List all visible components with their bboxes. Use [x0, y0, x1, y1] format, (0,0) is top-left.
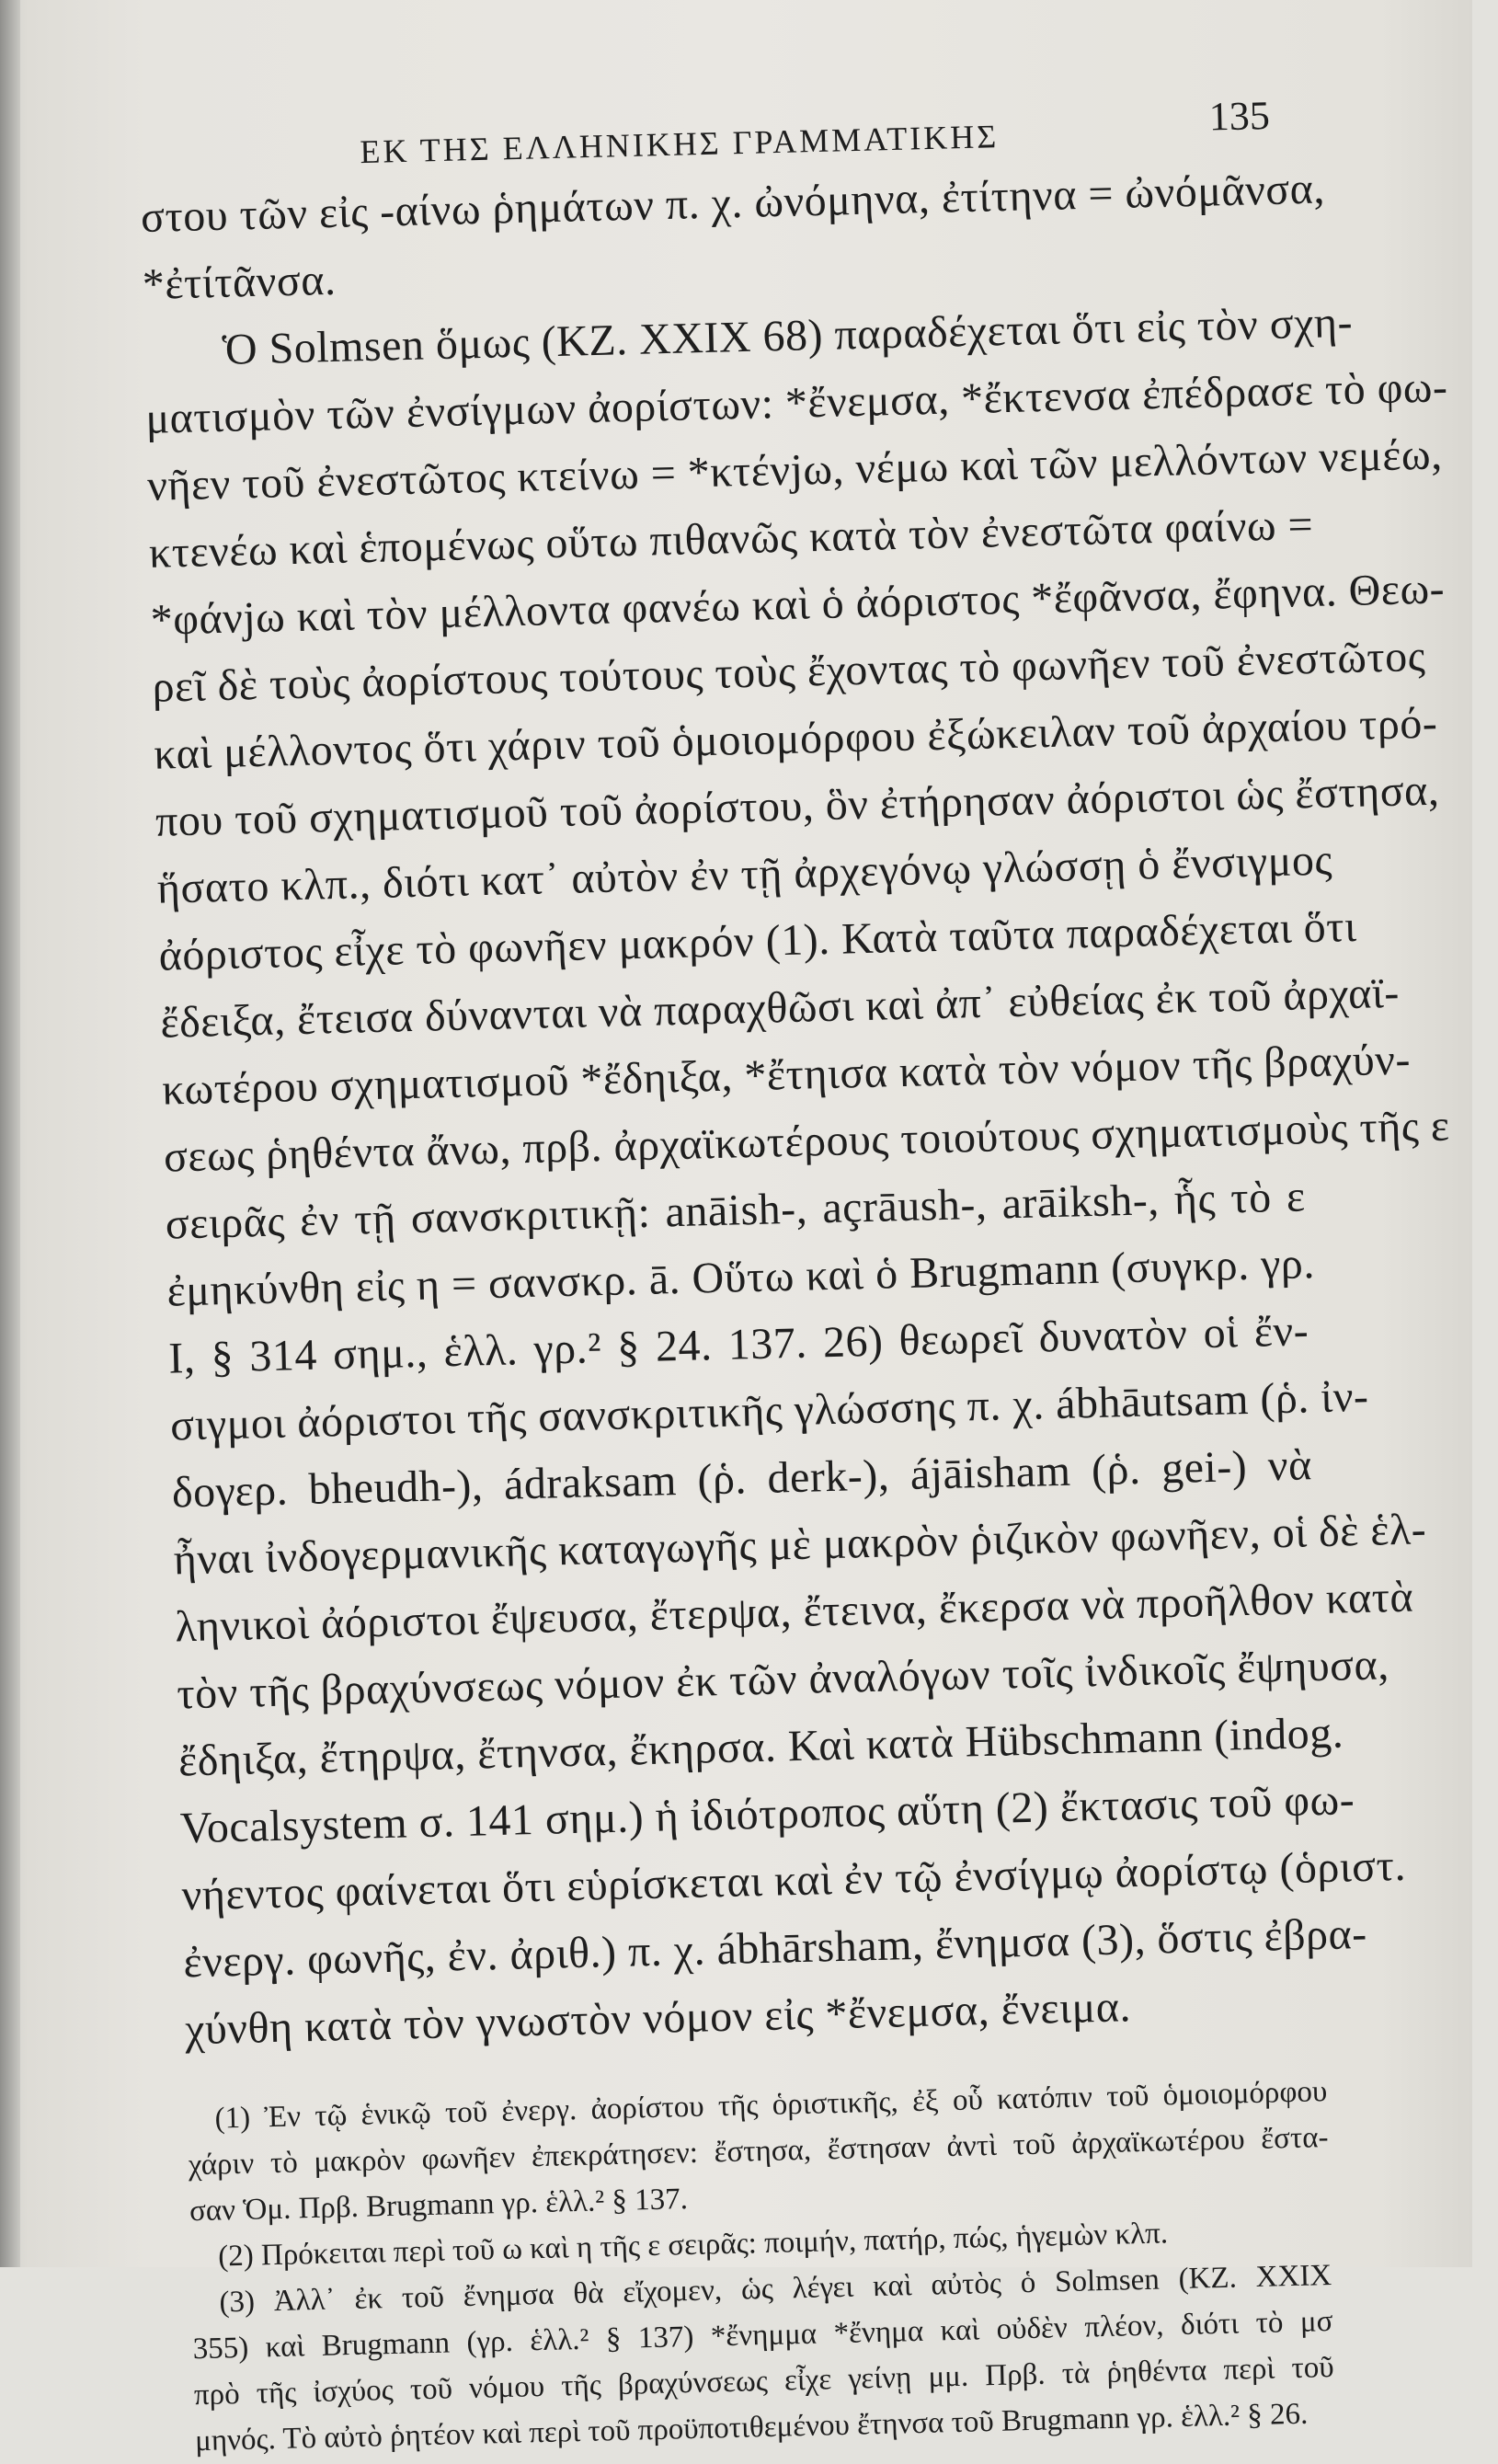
main-text [140, 156, 1451, 2064]
body-line: ἐμηκύνθη εἰς η = σανσκρ. ā. Οὕτω καὶ ὁ Brugmann (συγκρ. γρ. [166, 1239, 1316, 1316]
footnote-line: (2) Πρόκειται περὶ τοῦ ω καὶ η τῆς ε σειρᾶς: ποιμήν, πατήρ, πώς, ἡγεμὼν κλπ. [217, 2217, 1169, 2274]
body-line: *φάνjω καὶ τὸν μέλλοντα φανέω καὶ ὁ ἀόριστος *ἔφᾶνσα, ἔφηνα. Θεω- [150, 564, 1446, 645]
running-head: ΕΚ ΤΗΣ ΕΛΛΗΝΙΚΗΣ ΓΡΑΜΜΑΤΙΚΗΣ [359, 118, 1000, 171]
body-line: χύνθη κατὰ τὸν γνωστὸν νόμον εἰς *ἔνεμσα, ἔνειμα. [184, 1982, 1132, 2055]
body-line: που τοῦ σχηματισμοῦ τοῦ ἀορίστου, ὃν ἐτήρησαν ἀόριστοι ὡς ἔστησα, [154, 765, 1440, 846]
body-line: νῆεν τοῦ ἐνεστῶτος κτείνω = *κτένjω, νέμω καὶ τῶν μελλόντων νεμέω, [146, 430, 1444, 510]
footnote-line: σαν Ὁμ. Πρβ. Brugmann γρ. ἑλλ.² § 137. [189, 2183, 689, 2229]
body-line: ἥσατο κλπ., διότι κατ᾿ αὐτὸν ἐν τῇ ἀρχεγόνῳ γλώσσῃ ὁ ἔνσιγμος [156, 835, 1333, 913]
body-line: σεως ῥηθέντα ἄνω, πρβ. ἀρχαϊκωτέρους τοιούτους σχηματισμοὺς τῆς ε [163, 1101, 1451, 1182]
body-line: Vocalsystem σ. 141 σημ.) ἡ ἰδιότροπος αὕτη (2) ἔκτασις τοῦ φω- [179, 1775, 1355, 1853]
footnote-line: 355) καὶ Brugmann (γρ. ἑλλ.² § 137) *ἔνημμα *ἔνημα καὶ οὐδὲν πλέον, διότι τὸ μσ [192, 2304, 1333, 2367]
body-line: κωτέρου σχηματισμοῦ *ἔδηιξα, *ἔτηισα κατὰ τὸν νόμον τῆς βραχύν- [161, 1035, 1412, 1115]
body-line: ρεῖ δὲ τοὺς ἀορίστους τούτους τοὺς ἔχοντας τὸ φωνῆεν τοῦ ἐνεστῶτος [151, 631, 1426, 712]
text-block [138, 74, 1451, 2464]
body-line: ἦναι ἰνδογερμανικῆς καταγωγῆς μὲ μακρὸν ῥιζικὸν φωνῆεν, οἱ δὲ ἑλ- [173, 1505, 1427, 1585]
body-line: σειρᾶς ἐν τῇ σανσκριτικῇ: anāish-, açrāush-, arāiksh-, ἧς τὸ ε [165, 1172, 1307, 1249]
body-line: σιγμοι ἀόριστοι τῆς σανσκριτικῆς γλώσσης π. χ. ábhāutsam (ῥ. ἰν- [169, 1371, 1370, 1450]
body-line: Ὁ Solmsen ὅμως (KZ. XXIX 68) παραδέχεται ὅτι εἰς τὸν σχη- [221, 297, 1354, 374]
body-line: ἀόριστος εἶχε τὸ φωνῆεν μακρόν (1). Κατὰ ταῦτα παραδέχεται ὅτι [158, 901, 1358, 980]
body-line: νήεντος φαίνεται ὅτι εὑρίσκεται καὶ ἐν τῷ ἐνσίγμῳ ἀορίστῳ (ὁριστ. [181, 1840, 1407, 1920]
footnote-line: χάριν τὸ μακρὸν φωνῆεν ἐπεκράτησεν: ἔστησα, ἔστησαν ἀντὶ τοῦ ἀρχαϊκωτέρου ἔστα- [188, 2121, 1329, 2183]
footnote-line: (3) Ἀλλ᾿ ἐκ τοῦ ἔνημσα θὰ εἴχομεν, ὡς λέγει καὶ αὐτὸς ὁ Solmsen (KZ. XXIX [219, 2258, 1332, 2320]
body-line: ἐνεργ. φωνῆς, ἐν. ἀριθ.) π. χ. ábhārsham, ἔνημσα (3), ὅστις ἐβρα- [182, 1908, 1368, 1988]
body-line: καὶ μέλλοντος ὅτι χάριν τοῦ ὁμοιομόρφου ἐξώκειλαν τοῦ ἀρχαίου τρό- [153, 698, 1438, 779]
page-number: 135 [1208, 92, 1271, 140]
body-line: ἔδειξα, ἔτεισα δύνανται νὰ παραχθῶσι καὶ ἀπ᾿ εὐθείας ἐκ τοῦ ἀρχαϊ- [159, 968, 1401, 1048]
body-line: *ἐτίτᾶνσα. [142, 255, 337, 309]
footnote-line: (1) Ἐν τῷ ἑνικῷ τοῦ ἐνεργ. ἀορίστου τῆς ὁριστικῆς, ἐξ οὗ κατόπιν τοῦ ὁμοιομόρφου [214, 2075, 1328, 2136]
footnote-line: μηνός. Τὸ αὐτὸ ῥητέον καὶ περὶ τοῦ προϋποτιθεμένου ἔτηνσα τοῦ Brugmann γρ. ἑλλ.² § 26. [194, 2397, 1309, 2458]
footnotes [187, 2069, 1335, 2464]
body-line: τὸν τῆς βραχύνσεως νόμον ἐκ τῶν ἀναλόγων τοῖς ἰνδικοῖς ἔψηυσα, [176, 1640, 1390, 1719]
footnote-line: πρὸ τῆς ἰσχύος τοῦ νόμου τῆς βραχύνσεως εἶχε γείνῃ μμ. Πρβ. τὰ ῥηθέντα περὶ τοῦ [193, 2350, 1335, 2412]
body-line: ἔδηιξα, ἔτηρψα, ἔτηνσα, ἔκηρσα. Καὶ κατὰ Hübschmann (indog. [177, 1708, 1344, 1786]
book-gutter-shadow [0, 0, 20, 2267]
body-line: στου τῶν εἰς -αίνω ῥημάτων π. χ. ὠνόμηνα, ἐτίτηνα = ὠνόμᾶνσα, [140, 164, 1326, 242]
body-line: ληνικοὶ ἀόριστοι ἔψευσα, ἔτερψα, ἔτεινα, ἔκερσα νὰ προῆλθον κατὰ [174, 1572, 1414, 1652]
body-line: I, § 314 σημ., ἑλλ. γρ.² § 24. 137. 26) θεωρεῖ δυνατὸν οἱ ἔν- [167, 1306, 1309, 1383]
body-line: ματισμὸν τῶν ἐνσίγμων ἀορίστων: *ἔνεμσα, *ἔκτενσα ἐπέδρασε τὸ φω- [144, 362, 1449, 443]
body-line: δογερ. bheudh-), ádraksam (ῥ. derk-), ájāisham (ῥ. gei-) νὰ [171, 1440, 1313, 1518]
body-line: κτενέω καὶ ἑπομένως οὕτω πιθανῶς κατὰ τὸν ἐνεστῶτα φαίνω = [148, 499, 1314, 578]
